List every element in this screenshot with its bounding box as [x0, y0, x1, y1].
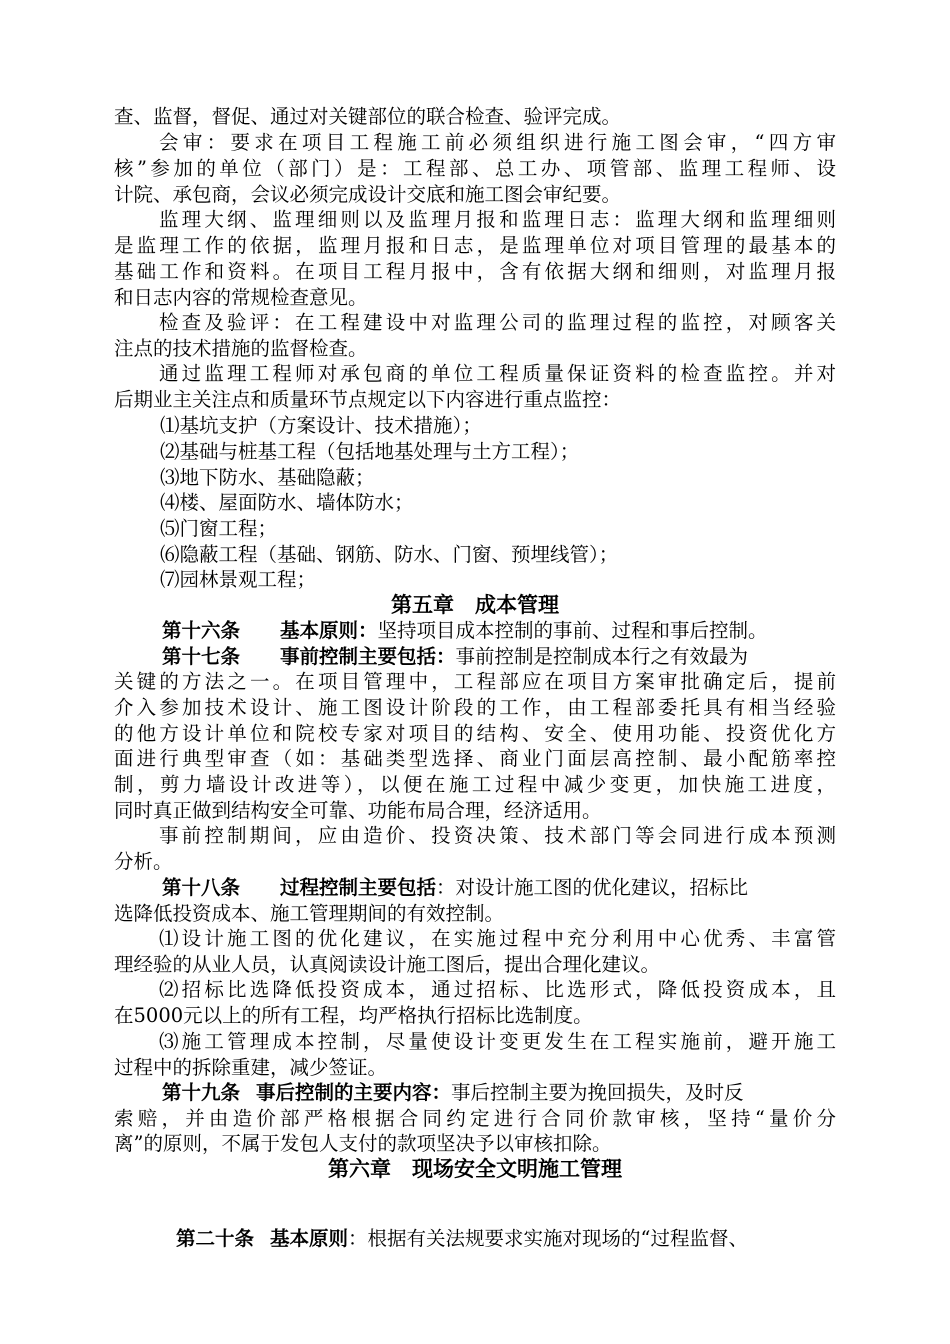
text-line: ⑶施工管理成本控制，尽量使设计变更发生在工程实施前，避开施工: [159, 1030, 836, 1053]
text-line: 会审：要求在项目工程施工前必须组织进行施工图会审，“四方审: [159, 131, 836, 154]
text-line: 计院、承包商，会议必须完成设计交底和施工图会审纪要。: [114, 183, 622, 206]
text-line: 索赔，并由造价部严格根据合同约定进行合同价款审核，坚持“量价分: [114, 1107, 836, 1130]
article-line: [162, 1080, 836, 1106]
article-line: [162, 644, 836, 670]
list-item: ⑸门窗工程；: [160, 517, 278, 540]
article-text: ：对设计施工图的优化建议，招标比: [436, 876, 749, 899]
article-text: 坚持项目成本控制的事前、过程和事后控制。: [377, 619, 768, 642]
article-heading: 过程控制主要包括: [280, 876, 437, 899]
text-line: 注点的技术措施的监督检查。: [114, 337, 368, 360]
list-item: ⑴基坑支护（方案设计、技术措施）；: [160, 414, 482, 437]
article-heading: 基本原则：: [280, 619, 378, 642]
text-line: ⑵招标比选降低投资成本，通过招标、比选形式，降低投资成本，且: [159, 978, 836, 1001]
article-number: 第十九条: [162, 1081, 241, 1104]
text-line: 事前控制期间，应由造价、投资决策、技术部门等会同进行成本预测: [159, 824, 836, 847]
article-text: 事前控制是控制成本行之有效最为: [455, 645, 749, 668]
list-item: ⑹隐蔽工程（基础、钢筋、防水、门窗、预埋线管）；: [160, 543, 619, 566]
text-line: 制，剪力墙设计改进等），以便在施工过程中减少变更，加快施工进度，: [114, 773, 836, 796]
text-line: 关键的方法之一。在项目管理中，工程部应在项目方案审批确定后，提前: [114, 670, 836, 693]
text-line: 同时真正做到结构安全可靠、功能布局合理，经济适用。: [114, 799, 602, 822]
text-line: 检查及验评：在工程建设中对监理公司的监理过程的监控，对顾客关: [159, 311, 836, 334]
article-line: [176, 1226, 846, 1252]
article-heading: 事前控制主要包括：: [280, 645, 456, 668]
list-item: ⑶地下防水、基础隐蔽；: [160, 466, 375, 489]
article-number: 第十八条: [162, 876, 241, 899]
article-number: 第十七条: [162, 645, 241, 668]
article-heading: 事后控制的主要内容：: [256, 1081, 452, 1104]
list-item: ⑺园林景观工程；: [160, 568, 317, 591]
chapter-heading: 第六章 现场安全文明施工管理: [328, 1157, 622, 1181]
text-line: 分析。: [114, 850, 173, 873]
text-line: 离”的原则，不属于发包人支付的款项坚决予以审核扣除。: [114, 1132, 612, 1155]
article-number: 第二十条: [176, 1227, 255, 1250]
text-line: 查、监督，督促、通过对关键部位的联合检查、验评完成。: [114, 105, 622, 128]
list-item: ⑷楼、屋面防水、墙体防水；: [160, 491, 414, 514]
article-text: 事后控制主要为挽回损失，及时反: [451, 1081, 744, 1104]
article-text: ：根据有关法规要求实施对现场的“过程监督、: [348, 1227, 749, 1250]
text-line: 在5000元以上的所有工程，均严格执行招标比选制度。: [114, 1004, 593, 1027]
article-line: [162, 618, 836, 644]
article-heading: 基本原则: [270, 1227, 349, 1250]
text-line: 是监理工作的依据，监理月报和日志，是监理单位对项目管理的最基本的: [114, 234, 836, 257]
text-line: 基础工作和资料。在项目工程月报中，含有依据大纲和细则，对监理月报: [114, 260, 836, 283]
text-line: ⑴设计施工图的优化建议，在实施过程中充分利用中心优秀、丰富管: [159, 927, 836, 950]
text-line: 选降低投资成本、施工管理期间的有效控制。: [114, 902, 505, 925]
text-line: 的他方设计单位和院校专家对项目的结构、安全、使用功能、投资优化方: [114, 722, 836, 745]
article-number: 第十六条: [162, 619, 241, 642]
text-line: 监理大纲、监理细则以及监理月报和监理日志：监理大纲和监理细则: [159, 208, 836, 231]
text-line: 过程中的拆除重建，减少签证。: [114, 1056, 388, 1079]
text-line: 核”参加的单位（部门）是：工程部、总工办、项管部、监理工程师、设: [114, 157, 836, 180]
article-line: [162, 875, 836, 901]
list-item: ⑵基础与桩基工程（包括地基处理与土方工程）；: [160, 440, 580, 463]
text-line: 和日志内容的常规检查意见。: [114, 286, 368, 309]
chapter-heading: 第五章 成本管理: [391, 593, 559, 617]
text-line: 后期业主关注点和质量环节点规定以下内容进行重点监控：: [114, 388, 622, 411]
text-line: 通过监理工程师对承包商的单位工程质量保证资料的检查监控。并对: [159, 362, 836, 385]
text-line: 面进行典型审查（如：基础类型选择、商业门面层高控制、最小配筋率控: [114, 747, 836, 770]
text-line: 介入参加技术设计、施工图设计阶段的工作，由工程部委托具有相当经验: [114, 696, 836, 719]
text-line: 理经验的从业人员，认真阅读设计施工图后，提出合理化建议。: [114, 953, 661, 976]
